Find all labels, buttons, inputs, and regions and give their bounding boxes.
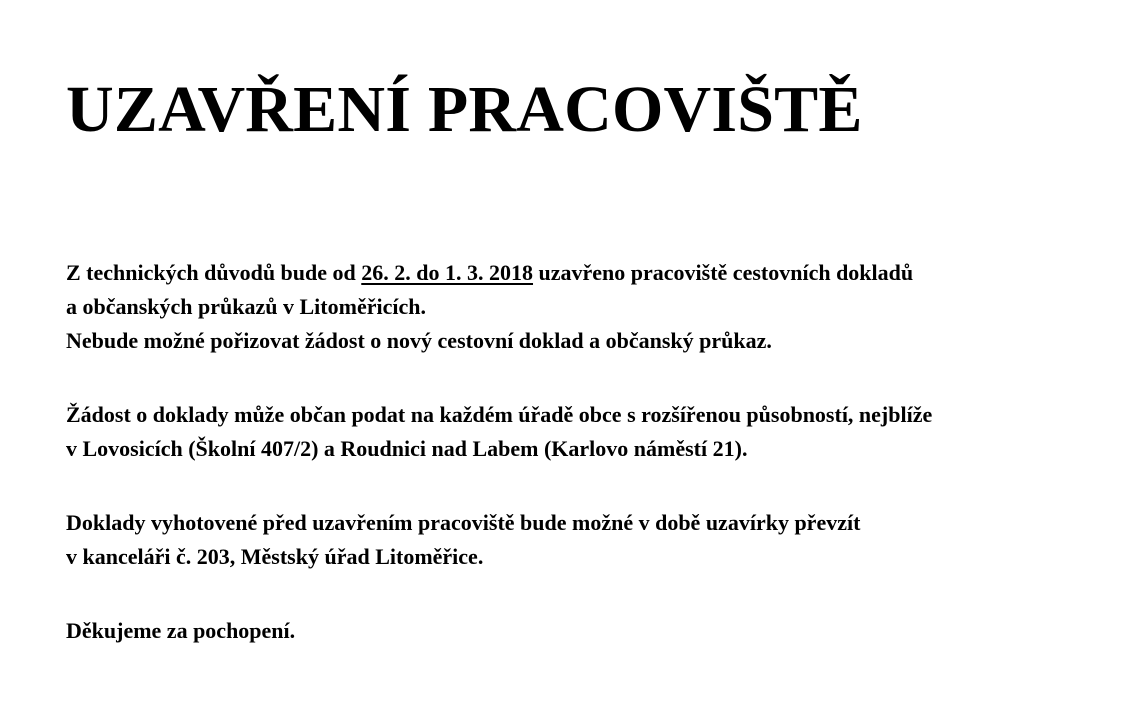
- paragraph-line: Doklady vyhotovené před uzavřením pracoviště bude možné v době uzavírky převzít: [66, 510, 861, 535]
- paragraph-line: v kanceláři č. 203, Městský úřad Litoměřice.: [66, 544, 484, 569]
- paragraph-line: Žádost o doklady může občan podat na každém úřadě obce s rozšířenou působností, nejblíže: [66, 402, 933, 427]
- notice-title: UZAVŘENÍ PRACOVIŠTĚ: [66, 73, 863, 146]
- closure-dates-paragraph: [66, 256, 913, 358]
- paragraph-line: a občanských průkazů v Litoměřicích.: [66, 294, 426, 319]
- closure-detail-text: uzavřeno pracoviště cestovních dokladů: [538, 260, 914, 285]
- paragraph-line: v Lovosicích (Školní 407/2) a Roudnici nad Labem (Karlovo náměstí 21).: [66, 436, 748, 461]
- alternative-offices-paragraph: [66, 398, 932, 466]
- closure-intro-text: Z technických důvodů bude od: [66, 260, 356, 285]
- thanks-paragraph: [66, 614, 295, 648]
- paragraph-line: Děkujeme za pochopení.: [66, 618, 296, 643]
- closure-dates: 26. 2. do 1. 3. 2018: [361, 260, 534, 285]
- pickup-paragraph: [66, 506, 860, 574]
- paragraph-line: [66, 256, 913, 290]
- paragraph-line: Nebude možné pořizovat žádost o nový cestovní doklad a občanský průkaz.: [66, 328, 772, 353]
